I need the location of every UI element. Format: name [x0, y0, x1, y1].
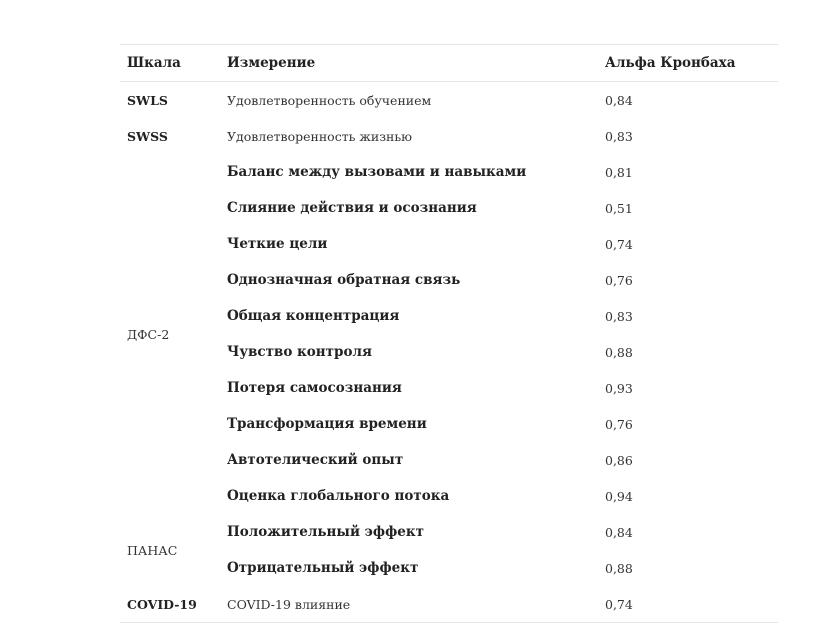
scale-cell: SWLS [127, 92, 168, 108]
table-row [120, 118, 778, 154]
header-dimension: Измерение [227, 55, 316, 71]
alpha-cell: 0,83 [605, 308, 633, 324]
alpha-cell: 0,76 [605, 416, 633, 432]
dimension-cell: Положительный эффект [227, 524, 424, 540]
table-row [120, 586, 778, 623]
scale-cell: ПАНАС [127, 542, 178, 558]
alpha-cell: 0,74 [605, 596, 633, 612]
alpha-cell: 0,83 [605, 128, 633, 144]
alpha-cell: 0,84 [605, 92, 633, 108]
alpha-cell: 0,51 [605, 200, 633, 216]
table-header-row [120, 45, 778, 82]
dimension-cell: Удовлетворенность жизнью [227, 128, 413, 144]
scale-cell: COVID-19 [127, 596, 197, 612]
alpha-cell: 0,84 [605, 524, 633, 540]
alpha-cell: 0,93 [605, 380, 633, 396]
alpha-cell: 0,81 [605, 164, 633, 180]
scale-cell: SWSS [127, 128, 168, 144]
dimension-cell: Слияние действия и осознания [227, 200, 477, 216]
alpha-cell: 0,76 [605, 272, 633, 288]
alpha-cell: 0,86 [605, 452, 633, 468]
table-row [120, 82, 778, 119]
header-scale: Шкала [127, 55, 181, 71]
alpha-cell: 0,94 [605, 488, 633, 504]
dimension-cell: Автотелический опыт [227, 452, 404, 468]
table-row [120, 154, 778, 190]
dimension-cell: Однозначная обратная связь [227, 272, 461, 288]
dimension-cell: Чувство контроля [227, 344, 372, 360]
dimension-cell: Удовлетворенность обучением [227, 92, 432, 108]
scale-cell: ДФС-2 [127, 326, 170, 342]
dimension-cell: Баланс между вызовами и навыками [227, 164, 527, 180]
alpha-cell: 0,74 [605, 236, 633, 252]
dimension-cell: Общая концентрация [227, 308, 400, 324]
table-row [120, 514, 778, 550]
dimension-cell: Оценка глобального потока [227, 488, 450, 504]
dimension-cell: Трансформация времени [227, 416, 427, 432]
dimension-cell: COVID-19 влияние [227, 596, 351, 612]
dimension-cell: Четкие цели [227, 236, 328, 252]
alpha-cell: 0,88 [605, 344, 633, 360]
reliability-table [120, 44, 778, 623]
alpha-cell: 0,88 [605, 560, 633, 576]
dimension-cell: Отрицательный эффект [227, 560, 419, 576]
header-alpha: Альфа Кронбаха [605, 55, 736, 71]
dimension-cell: Потеря самосознания [227, 380, 402, 396]
reliability-table-container [120, 44, 778, 623]
